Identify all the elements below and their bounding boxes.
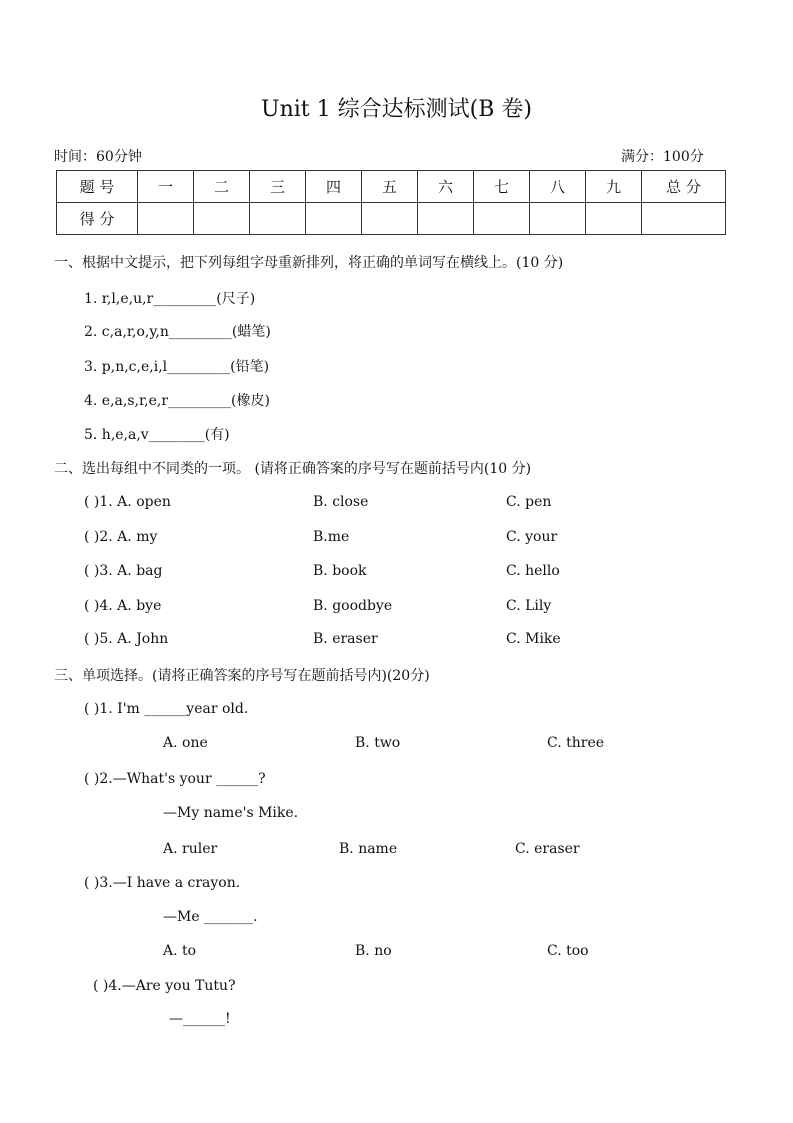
section3-q2-option-c: C. eraser (515, 841, 580, 857)
section3-q4-sub: —______! (169, 1011, 231, 1027)
page-title: Unit 1 综合达标测试(B 卷) (261, 97, 532, 122)
section2-option-b: B. book (313, 563, 367, 579)
score-input-cell[interactable] (138, 203, 194, 235)
section2-option-c: C. Mike (506, 631, 561, 647)
section3-q3-sub: —Me _______. (163, 909, 258, 925)
score-input-cell[interactable] (250, 203, 306, 235)
score-table-header-cell: 五 (362, 171, 418, 203)
section1-item: 1. r,l,e,u,r_________(尺子) (84, 291, 256, 307)
score-table-header-cell: 二 (194, 171, 250, 203)
section2-option-b: B.me (313, 529, 350, 545)
section2-option-b: B. goodbye (313, 598, 393, 614)
score-input-cell[interactable] (586, 203, 642, 235)
score-input-cell[interactable] (530, 203, 586, 235)
section2-question: ( )3. A. bag (84, 563, 163, 579)
score-input-cell[interactable] (418, 203, 474, 235)
score-input-cell[interactable] (362, 203, 418, 235)
score-table-header-cell: 六 (418, 171, 474, 203)
score-input-cell[interactable] (194, 203, 250, 235)
score-table-score-row (57, 203, 726, 235)
section2-option-c: C. your (506, 529, 558, 545)
score-table-header-cell: 八 (530, 171, 586, 203)
section2-question: ( )2. A. my (84, 529, 158, 545)
section3-q3-option-a: A. to (163, 943, 197, 959)
section2-option-b: B. eraser (313, 631, 378, 647)
section1-item: 3. p,n,c,e,i,l_________(铅笔) (84, 359, 270, 375)
score-table (56, 170, 726, 235)
section3-q3-option-c: C. too (547, 943, 589, 959)
section2-question: ( )4. A. bye (84, 598, 162, 614)
score-input-cell[interactable] (306, 203, 362, 235)
section3-q2-stem: ( )2.—What's your ______? (84, 771, 266, 787)
section3-q4-stem: ( )4.—Are you Tutu? (93, 978, 236, 994)
section2-option-c: C. hello (506, 563, 560, 579)
section1-heading: 一、根据中文提示，把下列每组字母重新排列，将正确的单词写在横线上。(10 分) (54, 255, 564, 271)
score-input-cell[interactable] (474, 203, 530, 235)
section2-heading: 二、选出每组中不同类的一项。 (请将正确答案的序号写在题前括号内(10 分) (54, 461, 532, 477)
section3-q3-option-b: B. no (355, 943, 392, 959)
score-table-header-cell: 题 号 (57, 171, 138, 203)
score-table-header-cell: 七 (474, 171, 530, 203)
section2-option-c: C. pen (506, 494, 552, 510)
score-table-header-cell: 一 (138, 171, 194, 203)
score-table-header-row (57, 171, 726, 203)
score-table-header-cell: 三 (250, 171, 306, 203)
section3-q1-option-a: A. one (163, 735, 208, 751)
section3-heading: 三、单项选择。(请将正确答案的序号写在题前括号内)(20分) (54, 668, 430, 684)
score-input-cell[interactable] (642, 203, 726, 235)
score-table-header-cell: 九 (586, 171, 642, 203)
section1-item: 5. h,e,a,v________(有) (84, 427, 230, 443)
section3-q2-sub: —My name's Mike. (163, 805, 299, 821)
section3-q1-option-c: C. three (547, 735, 605, 751)
section2-option-c: C. Lily (506, 598, 552, 614)
section3-q2-option-a: A. ruler (163, 841, 218, 857)
section2-question: ( )1. A. open (84, 494, 171, 510)
section3-q1-option-b: B. two (355, 735, 401, 751)
section3-q2-option-b: B. name (339, 841, 398, 857)
section2-question: ( )5. A. John (84, 631, 169, 647)
score-table-header-cell: 总 分 (642, 171, 726, 203)
section3-q1-stem: ( )1. I'm ______year old. (84, 701, 249, 717)
section1-item: 4. e,a,s,r,e,r_________(橡皮) (84, 393, 270, 409)
score-label: 满分：100分 (621, 149, 704, 165)
score-row-label: 得 分 (57, 203, 138, 235)
time-label: 时间：60分钟 (54, 149, 142, 165)
section3-q3-stem: ( )3.—I have a crayon. (84, 875, 241, 891)
section1-item: 2. c,a,r,o,y,n_________(蜡笔) (84, 324, 271, 340)
score-table-header-cell: 四 (306, 171, 362, 203)
section2-option-b: B. close (313, 494, 369, 510)
